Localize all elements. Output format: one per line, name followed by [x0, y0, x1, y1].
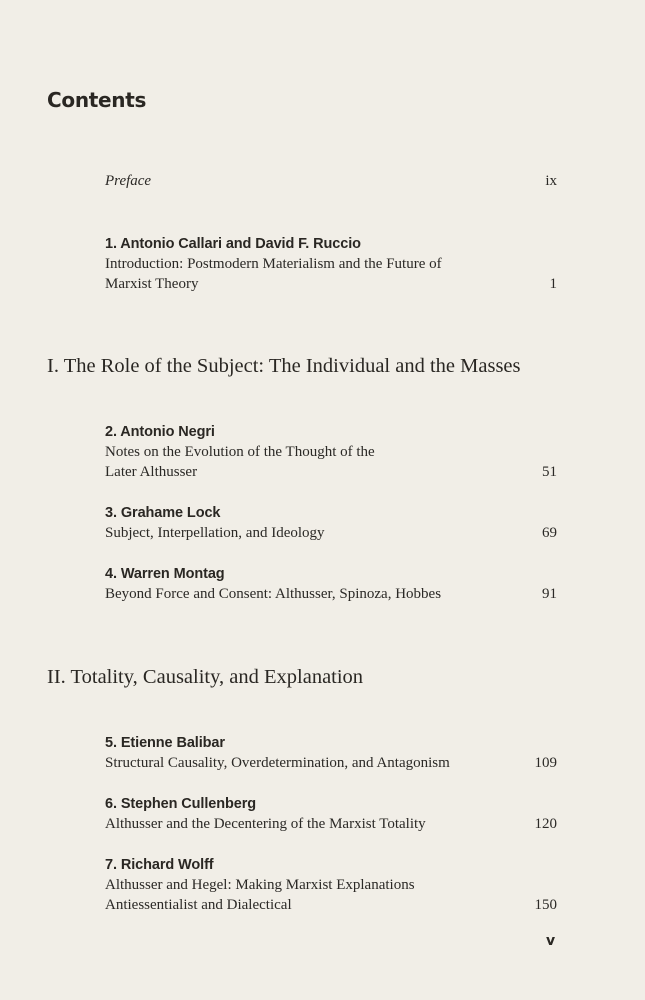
page-number: 51	[542, 464, 557, 480]
toc-entry-preface[interactable]	[105, 171, 557, 191]
chapter-number: 5.	[105, 735, 117, 751]
page-title: Contents	[47, 88, 147, 112]
page-number: 150	[534, 897, 557, 913]
chapter-title-line: Beyond Force and Consent: Althusser, Spinoza, Hobbes	[105, 586, 442, 602]
chapter-title-line: Introduction: Postmodern Materialism and the Future of	[105, 256, 442, 272]
part-heading-1: I. The Role of the Subject: The Individual and the Masses	[47, 355, 521, 377]
chapter-number: 3.	[105, 505, 117, 521]
chapter-title-line: Notes on the Evolution of the Thought of the	[105, 444, 375, 460]
toc-entry-chapter-2[interactable]	[105, 422, 557, 482]
chapter-title-line: Marxist Theory	[105, 276, 199, 292]
chapter-number: 2.	[105, 424, 117, 440]
chapter-author: Richard Wolff	[120, 857, 214, 873]
chapter-title-line: Althusser and Hegel: Making Marxist Explanations	[105, 877, 415, 893]
chapter-author: Grahame Lock	[120, 505, 221, 521]
chapter-title-line: Althusser and the Decentering of the Marxist Totality	[105, 816, 426, 832]
chapter-title-line: Later Althusser	[105, 464, 198, 480]
entry-title: Preface	[105, 173, 152, 189]
chapter-number: 4.	[105, 566, 117, 582]
toc-entry-chapter-7[interactable]	[105, 855, 557, 915]
toc-entry-chapter-4[interactable]	[105, 564, 557, 604]
toc-entry-chapter-3[interactable]	[105, 503, 557, 543]
chapter-author: Antonio Callari and David F. Ruccio	[120, 236, 361, 252]
toc-entry-chapter-1[interactable]	[105, 234, 557, 294]
toc-entry-chapter-5[interactable]	[105, 733, 557, 773]
chapter-number: 1.	[105, 236, 117, 252]
chapter-number: 6.	[105, 796, 117, 812]
page-number: 91	[542, 586, 557, 602]
page-number: 120	[534, 816, 557, 832]
part-heading-2: II. Totality, Causality, and Explanation	[47, 666, 364, 688]
chapter-number: 7.	[105, 857, 117, 873]
chapter-title-line: Structural Causality, Overdetermination, and Antagonism	[105, 755, 450, 771]
chapter-author: Antonio Negri	[120, 424, 215, 440]
chapter-author: Stephen Cullenberg	[120, 796, 257, 812]
page-number: 109	[534, 755, 557, 771]
chapter-title-line: Subject, Interpellation, and Ideology	[105, 525, 325, 541]
chapter-title-line: Antiessentialist and Dialectical	[105, 897, 292, 913]
chapter-author: Warren Montag	[120, 566, 225, 582]
page-number: 1	[549, 276, 557, 292]
chapter-author: Etienne Balibar	[120, 735, 225, 751]
folio-page-number: v	[546, 933, 556, 949]
page-number: 69	[542, 525, 557, 541]
page-number: ix	[545, 173, 557, 189]
toc-entry-chapter-6[interactable]	[105, 794, 557, 834]
